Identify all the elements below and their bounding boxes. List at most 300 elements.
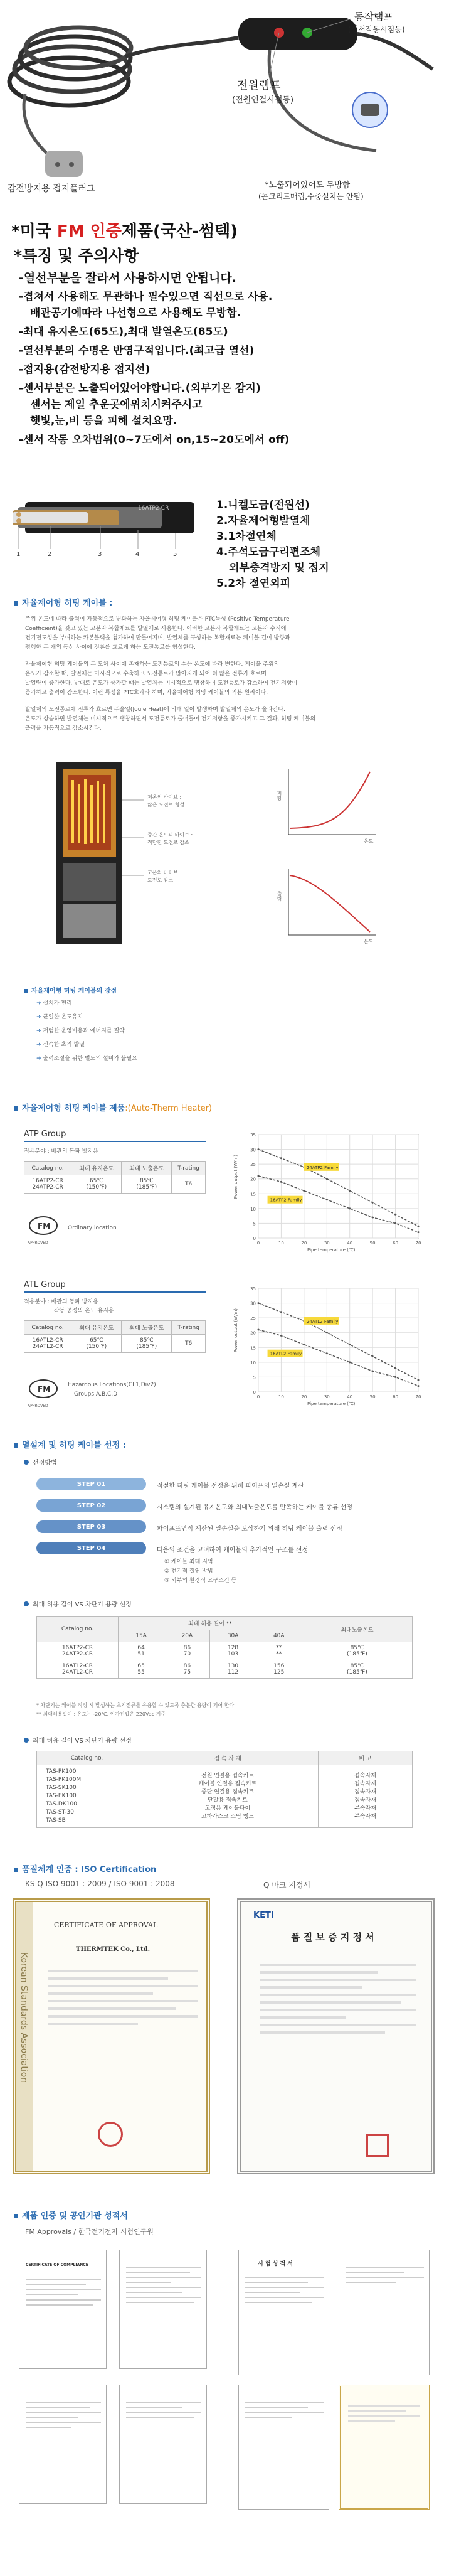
data-point [303, 1344, 305, 1345]
certificate-title: 품 질 보 증 지 정 서 [291, 1932, 374, 1943]
power-lamp-sublabel: (전원연결시점등) [232, 95, 294, 105]
body-line: 발열체의 도전통로에 전류가 흐르면 주울열(Joule Heat)에 의해 열이 발생하며 발열체의 온도가 올라간다. [25, 707, 285, 713]
max-length-title-text: 최대 허용 길이 VS 차단기 용량 선정 [33, 1601, 132, 1608]
keti-logo: KETI [253, 1911, 274, 1920]
legend-label: 24ATL2 Family [306, 1318, 339, 1324]
chart-xlabel: Pipe temperature (℃) [307, 1248, 356, 1253]
features-list [19, 269, 445, 449]
x-tick-label: 40 [347, 1241, 353, 1246]
table-header-row [37, 1751, 413, 1765]
section-title-suffix: :(Auto-Therm Heater) [125, 1104, 212, 1113]
table-header: 20A [164, 1630, 210, 1642]
advantage-text: 설치가 편리 [43, 1000, 72, 1007]
body-line: 주위 온도에 따라 출력이 자동적으로 변화하는 자율제어형 히팅 케이블은 PTC특성 (Positive Temperature [25, 616, 290, 623]
fm-certificate-page [119, 2385, 207, 2504]
document-title: CERTIFICATE OF COMPLIANCE [26, 2263, 88, 2267]
document-lines [126, 2263, 201, 2307]
table-cell: ** ** [256, 1642, 302, 1660]
cable-structure-illustration [13, 489, 201, 571]
approvals-sub: FM Approvals / 한국전기전자 시험연구원 [25, 2228, 154, 2236]
table-cell: 85℃ (185℉) [122, 1335, 172, 1353]
atl-usage: 적용분야 : 배관의 동파 방지용 [24, 1299, 98, 1305]
table-header-row [24, 1162, 206, 1175]
fm-headline [11, 218, 238, 242]
diagram-label: 중간 온도의 바이브 : [147, 832, 193, 838]
document-lines [245, 2273, 324, 2307]
x-tick-label: 60 [393, 1394, 399, 1399]
table-header: Catalog no. [24, 1162, 71, 1175]
data-point [372, 1371, 374, 1372]
step-badge: STEP 04 [36, 1542, 146, 1554]
step-description: 적절한 히팅 케이블 선정을 위해 파이프의 열손실 계산 [157, 1483, 304, 1490]
layer-number: 5 [173, 551, 177, 558]
section-bullet [14, 1443, 18, 1448]
keti-certificate-page [238, 2385, 329, 2510]
advantage-text: 출력조절을 위한 별도의 설비가 불필요 [43, 1056, 137, 1062]
svg-text:FM: FM [38, 1222, 51, 1231]
advantage-text: 균일한 온도유지 [43, 1014, 83, 1020]
sensor-sublabel: (콘크리트매립,수중설치는 안됨) [258, 192, 364, 201]
resistance-graph [276, 766, 383, 847]
x-tick-label: 50 [369, 1241, 376, 1246]
feature-item: -센서부분은 노출되어있어야합니다.(외부기온 감지) [19, 382, 261, 395]
fm-certificate-page [19, 2385, 107, 2504]
body-line: Coefficient)을 갖고 있는 고분자 복합재료를 발열체로 사용한다. 이러한 고분자 복합재료는 고분자 수지에 [25, 626, 287, 632]
iso-standards: KS Q ISO 9001 : 2009 / ISO 9001 : 2008 [25, 1879, 175, 1888]
condition-item: ① 케이블 최대 지역 [164, 1559, 213, 1565]
layer-number: 2 [48, 551, 52, 558]
table-cell: 65℃ (150℉) [71, 1175, 122, 1194]
atp-chart-svg [238, 1130, 426, 1255]
power-lamp-label: 전원램프 [237, 79, 281, 92]
advantage-text: 신속한 초기 발열 [43, 1042, 85, 1048]
operation-lamp-label: 동작램프 [354, 11, 393, 23]
data-point [394, 1222, 396, 1224]
table-header: 15A [119, 1630, 164, 1642]
fm-approved-label: APPROVED [28, 1404, 48, 1408]
graph-ylabel: 저항 [277, 791, 282, 801]
chart-xlabel: Pipe temperature (℃) [307, 1401, 356, 1406]
table-cell: 85℃ (185℉) [122, 1175, 172, 1194]
legend-label: 24ATP2 Family [306, 1165, 339, 1170]
step-description: 파이프표면적 계산된 열손실을 보상하기 위해 히팅 케이블 출력 선정 [157, 1526, 342, 1532]
body-line: 증가하고 출력이 감소한다. 이런 특성을 PTC효과라 하며, 자율제어형 히팅 케이블의 기본 원리이다. [25, 690, 268, 696]
table-cell: 접속자재 접속자재 접속자재 접속자재 부속자재 부속자재 [319, 1765, 413, 1828]
x-tick-label: 60 [393, 1241, 399, 1246]
data-point [303, 1190, 305, 1192]
graph-xlabel: 온도 [364, 939, 374, 944]
data-point [280, 1335, 282, 1337]
x-tick-label: 40 [347, 1394, 353, 1399]
y-tick-label: 25 [250, 1316, 256, 1322]
fm-approved-label: APPROVED [28, 1241, 48, 1245]
y-tick-label: 30 [250, 1147, 256, 1153]
data-point [258, 1175, 260, 1177]
y-tick-label: 10 [250, 1206, 256, 1212]
y-tick-label: 5 [253, 1221, 256, 1227]
table-header-row [24, 1321, 206, 1335]
table-header: Catalog no. [37, 1751, 137, 1765]
x-tick-label: 0 [256, 1394, 260, 1399]
advantage-item [24, 1054, 275, 1068]
section-title-quality [14, 1863, 156, 1874]
table-header: 최대 유지온도 [71, 1321, 122, 1335]
diagram-label: 적당한 도전로 감소 [147, 840, 189, 845]
data-point [349, 1361, 351, 1363]
data-point [258, 1302, 260, 1304]
table-header: 최대노출온도 [302, 1617, 412, 1642]
hero-product-photo [0, 0, 449, 207]
step-badge: STEP 02 [36, 1499, 146, 1512]
atl-spec-table [24, 1320, 206, 1353]
table-row [24, 1175, 206, 1194]
table-header: 비 고 [319, 1751, 413, 1765]
keti-test-report-page [339, 2250, 430, 2375]
y-tick-label: 35 [250, 1133, 256, 1138]
feature-item: 센서는 제일 추운곳에위치시켜주시고 [30, 398, 203, 411]
certificate-body-lines [48, 1965, 198, 2030]
max-length-title [24, 1599, 132, 1608]
graph-xlabel: 온도 [364, 838, 374, 844]
layer-legend-item: 1.니켈도금(전원선) [216, 499, 310, 511]
condition-item: ② 전기적 절연 방법 [164, 1568, 213, 1574]
iso-certificate [13, 1898, 210, 2174]
advantages-title [24, 985, 275, 999]
keti-test-report [238, 2250, 329, 2375]
certificate-body-lines [260, 1959, 416, 2039]
table-cell: TAS-PK100 TAS-PK100M TAS-SK100 TAS-EK100 TAS-DK100 TAS-ST-30 TAS-SB [37, 1765, 137, 1828]
table-cell: 86 75 [164, 1660, 210, 1679]
x-tick-label: 70 [415, 1394, 421, 1399]
table-header: 30A [210, 1630, 256, 1642]
y-tick-label: 20 [250, 1177, 256, 1182]
step-badge: STEP 01 [36, 1478, 146, 1490]
y-tick-label: 0 [253, 1390, 256, 1395]
chart-ylabel: Power output (W/m) [233, 1308, 238, 1353]
data-point [258, 1329, 260, 1331]
accessory-title-text: 최대 허용 길이 VS 차단기 용량 선정 [33, 1738, 132, 1745]
document-lines [26, 2398, 101, 2432]
svg-text:16ATP2-CR: 16ATP2-CR [138, 505, 169, 511]
atl-power-chart [233, 1283, 426, 1409]
atl-location: Hazardous Locations(CL1,Div2) [68, 1382, 156, 1388]
table-header: 최대 유지온도 [71, 1162, 122, 1175]
x-tick-label: 10 [278, 1241, 284, 1246]
diagram-label: 저온의 바이브 : [147, 794, 182, 800]
data-point [372, 1355, 374, 1357]
advantage-item [24, 999, 275, 1013]
x-tick-label: 20 [301, 1241, 307, 1246]
data-point [394, 1367, 396, 1369]
cable-layer-legend [216, 496, 442, 590]
table-cell: 전원 연결용 접속키트 케이블 연결용 접속키트 종단 연결용 접속키트 단말용 접속키트 고정용 케이블타이 고하가스크 스팀 앵드 [137, 1765, 319, 1828]
certificate-title: CERTIFICATE OF APPROVAL [54, 1921, 158, 1929]
diagram-label: 도전로 감소 [147, 877, 174, 883]
atp-group-title: ATP Group [24, 1130, 206, 1142]
x-tick-label: 50 [369, 1394, 376, 1399]
section-bullet [14, 601, 18, 606]
headline-fm: FM 인증 [56, 222, 122, 241]
body-line: 평행한 두 개의 동선 사이에 전류를 흐르게 하는 도전통로를 형성한다. [25, 644, 196, 651]
step-description: 다음의 조건을 고려하여 케이블의 추가적인 구조를 선정 [157, 1547, 309, 1554]
body-line: 출력을 자동적으로 감소시킨다. [25, 725, 102, 732]
y-tick-label: 15 [250, 1345, 256, 1351]
section-title-self-regulating [14, 596, 112, 608]
table-row [37, 1660, 413, 1679]
legend-label: 16ATL2 Family [270, 1351, 302, 1357]
selection-method-text: 선정방법 [33, 1460, 57, 1467]
body-line: 자율제어형 히팅 케이블의 두 도체 사이에 존재하는 도전통로의 수는 온도에 따라 변한다. 케이블 주위의 [25, 661, 280, 668]
table-header: 40A [256, 1630, 302, 1642]
table-header: T-rating [172, 1162, 206, 1175]
fm-compliance-document [19, 2250, 107, 2369]
feature-item: 배관공기에따라 나선형으로 사용해도 무방함. [30, 307, 241, 319]
ptc-cable-graphic [50, 762, 188, 951]
atp-spec-table [24, 1161, 206, 1194]
data-point [258, 1148, 260, 1150]
section-title-design [14, 1438, 126, 1450]
feature-item: -최대 유지온도(65도),최대 발열온도(85도) [19, 326, 228, 338]
arrow-icon: ➜ [36, 1028, 43, 1034]
document-lines [26, 2275, 101, 2309]
table-note: * 차단기는 케이블 적정 시 발생하는 초기전류를 유용할 수 있도록 충분한 용량이 되어 한다. [36, 1702, 236, 1708]
data-point [394, 1376, 396, 1378]
table-header: Catalog no. [37, 1617, 119, 1642]
table-row [37, 1642, 413, 1660]
body-line: 온도가 상승하면 발열체는 미시적으로 팽창하면서 도전통로가 줄어들어 전기저항을 증가시키고 그 결과, 히팅 케이블의 [25, 716, 316, 722]
diagram-label: 고온의 바이브 : [147, 870, 182, 875]
data-point [418, 1231, 420, 1233]
document-title: 시 험 성 적 서 [258, 2261, 293, 2267]
table-cell: 16ATL2-CR 24ATL2-CR [37, 1660, 119, 1679]
selection-method-sub [24, 1457, 57, 1467]
q-mark-label: Q 마크 지정서 [263, 1881, 311, 1889]
y-tick-label: 15 [250, 1192, 256, 1197]
section-title-approvals [14, 2209, 128, 2221]
table-cell: 16ATL2-CR 24ATL2-CR [24, 1335, 71, 1353]
headline-suffix: 제품(국산-썸텍) [121, 222, 238, 241]
q-mark-certificate [237, 1898, 435, 2174]
document-lines [346, 2263, 424, 2287]
document-lines [245, 2398, 324, 2422]
output-graph [276, 866, 383, 948]
feature-item: -열선부분을 잘라서 사용하시면 안됩니다. [19, 271, 236, 285]
table-cell: 85℃ (185℉) [302, 1660, 412, 1679]
feature-item: -열선부분의 수명은 반영구적입니다.(최고급 열선) [19, 345, 255, 357]
advantages-title-text: 자율제어형 히팅 케이블의 장점 [31, 988, 117, 995]
sensor-label: *노출되어있어도 무방함 [265, 181, 351, 190]
table-header: 최대 허용 길이 ** [119, 1617, 302, 1630]
section-title-text: 자율제어형 히팅 케이블 제품 [22, 1104, 125, 1113]
feature-item: -센서 작동 오차범위(0~7도에서 on,15~20도에서 off) [19, 434, 290, 446]
data-point [280, 1157, 282, 1159]
body-line [25, 653, 426, 660]
certificate-seal [366, 2134, 389, 2157]
section-bullet [14, 1868, 18, 1872]
table-cell: 65 55 [119, 1660, 164, 1679]
advantages-block [24, 985, 275, 1068]
feature-item: -접지용(감전방지용 접지선) [19, 363, 151, 376]
document-lines [348, 2402, 420, 2425]
layer-legend-item: 4.주석도금구리편조체 [216, 546, 321, 558]
section-title-text: 품질체계 인증 : ISO Certification [22, 1865, 157, 1874]
layer-legend-item: 외부충격방지 및 접지 [229, 562, 329, 574]
y-tick-label: 10 [250, 1360, 256, 1365]
body-line [25, 698, 426, 705]
table-note: ** 최대허용길이 : 온도는 -20℃, 인가전압은 220Vac 기준 [36, 1711, 166, 1717]
atp-power-chart [233, 1130, 426, 1255]
table-cell: T6 [172, 1335, 206, 1353]
table-cell: 130 112 [210, 1660, 256, 1679]
legend-label: 16ATP2 Family [270, 1197, 302, 1203]
section-title-text: 자율제어형 히팅 케이블 : [22, 599, 113, 608]
table-cell: 64 51 [119, 1642, 164, 1660]
operation-lamp-sublabel: (센서작동시점등) [348, 25, 405, 34]
table-header: 최대 노출온도 [122, 1321, 172, 1335]
data-point [418, 1379, 420, 1381]
section-title-text: 열설계 및 히팅 케이블 선정 : [22, 1441, 126, 1450]
graph-ylabel: 출력 [277, 891, 282, 901]
layer-legend-item: 2.자율제어형발열체 [216, 515, 310, 527]
atp-location: Ordinary location [68, 1225, 117, 1231]
data-point [349, 1207, 351, 1209]
table-cell: 128 103 [210, 1642, 256, 1660]
section1-body [25, 615, 426, 734]
resistance-curve [276, 766, 383, 847]
table-cell: 16ATP2-CR 24ATP2-CR [24, 1175, 71, 1194]
section-bullet [24, 989, 28, 993]
table-row [37, 1765, 413, 1828]
certificate-company: THERMTEK Co., Ltd. [76, 1946, 151, 1953]
round-bullet-icon [24, 1601, 29, 1606]
arrow-icon: ➜ [36, 1014, 43, 1020]
x-tick-label: 10 [278, 1394, 284, 1399]
ground-plug-label: 감전방지용 접지플러그 [8, 184, 95, 194]
arrow-icon: ➜ [36, 1000, 43, 1007]
table-cell: 65℃ (150℉) [71, 1335, 122, 1353]
layer-number: 3 [98, 551, 102, 558]
advantage-text: 저렴한 운영비용과 에너지를 절약 [43, 1028, 125, 1034]
round-bullet-icon [24, 1460, 29, 1465]
cable-layers-graphic [13, 489, 201, 571]
step-badge: STEP 03 [36, 1520, 146, 1533]
data-point [418, 1385, 420, 1387]
advantage-item [24, 1027, 275, 1040]
data-point [418, 1226, 420, 1227]
table-cell: 16ATP2-CR 24ATP2-CR [37, 1642, 119, 1660]
arrow-icon: ➜ [36, 1056, 43, 1062]
feature-item: -겹쳐서 사용해도 무관하나 필수있으면 직선으로 사용. [19, 291, 273, 303]
table-header-row [37, 1617, 413, 1630]
table-header: T-rating [172, 1321, 206, 1335]
arrow-icon: ➜ [36, 1042, 43, 1048]
x-tick-label: 20 [301, 1394, 307, 1399]
data-point [349, 1344, 351, 1345]
data-point [326, 1178, 328, 1180]
layer-legend-item: 5.2차 절연외피 [216, 577, 291, 590]
y-tick-label: 0 [253, 1236, 256, 1241]
data-point [349, 1190, 351, 1192]
data-point [372, 1217, 374, 1219]
condition-item: ③ 외부의 환경적 요구조건 등 [164, 1578, 237, 1584]
accessory-table [36, 1751, 413, 1828]
certificate-seal [98, 2122, 123, 2147]
layer-number: 1 [16, 551, 21, 558]
section-title-products [14, 1101, 212, 1113]
body-line: 온도가 감소할 때, 발열체는 미시적으로 수축하고 도전통로가 많아지게 되어 더 많은 전류가 흐르며 [25, 671, 267, 677]
advantage-item [24, 1013, 275, 1027]
output-curve [276, 866, 383, 948]
svg-text:FM: FM [38, 1385, 51, 1394]
accessory-title [24, 1735, 132, 1745]
x-tick-label: 0 [256, 1241, 260, 1246]
atl-location-groups: Groups A,B,C,D [74, 1391, 118, 1398]
section-title-text: 제품 인증 및 공인기관 성적서 [22, 2211, 128, 2221]
layer-number: 4 [135, 551, 140, 558]
advantage-item [24, 1040, 275, 1054]
y-tick-label: 20 [250, 1330, 256, 1336]
table-row [24, 1335, 206, 1353]
atl-group-title: ATL Group [24, 1280, 206, 1293]
keti-certificate-page [339, 2385, 430, 2510]
fm-logo [28, 1377, 59, 1403]
fm-approval-document [119, 2250, 207, 2369]
round-bullet-icon [24, 1738, 29, 1743]
fm-diamond-icon [28, 1377, 59, 1403]
step-description: 시스템의 설계된 유지온도와 최대노출온도를 만족하는 케이블 종류 선정 [157, 1504, 353, 1511]
table-header: Catalog no. [24, 1321, 71, 1335]
features-title: *특징 및 주의사항 [14, 247, 139, 265]
body-line: 발열량이 증가한다. 반대로 온도가 증가할 때는 발열체는 미시적으로 팽창하여 도전통로가 감소하여 전기저항이 [25, 680, 298, 687]
section-bullet [14, 2214, 18, 2218]
section-bullet [14, 1106, 18, 1111]
y-tick-label: 5 [253, 1375, 256, 1381]
table-header: 최대 노출온도 [122, 1162, 172, 1175]
headline-prefix: *미국 [11, 222, 57, 241]
fm-diamond-icon [28, 1214, 59, 1239]
document-lines [126, 2398, 201, 2422]
y-tick-label: 35 [250, 1286, 256, 1291]
atp-usage: 적용분야 : 배관의 동파 방지용 [24, 1148, 98, 1155]
y-tick-label: 25 [250, 1162, 256, 1168]
data-point [394, 1214, 396, 1216]
data-point [326, 1352, 328, 1354]
table-cell: 85℃ (185℉) [302, 1642, 412, 1660]
feature-item: 햇빛,눈,비 등을 피해 설치요망. [30, 415, 177, 427]
layer-legend-item: 3.1차절연체 [216, 530, 277, 543]
data-point [372, 1202, 374, 1204]
max-length-table [36, 1616, 413, 1679]
x-tick-label: 30 [324, 1394, 330, 1399]
diagram-label: 많은 도전로 형성 [147, 802, 185, 808]
data-point [280, 1181, 282, 1183]
table-cell: 156 125 [256, 1660, 302, 1679]
data-point [326, 1199, 328, 1200]
atl-usage: 작동 공정의 온도 유지용 [54, 1308, 114, 1314]
chart-ylabel: Power output (W/m) [233, 1155, 238, 1199]
x-tick-label: 70 [415, 1241, 421, 1246]
table-cell: T6 [172, 1175, 206, 1194]
atl-chart-svg [238, 1283, 426, 1409]
table-cell: 86 70 [164, 1642, 210, 1660]
body-line: 전기전도성을 부여하는 카본블랙을 첨가하여 만들어지며, 발열체를 구성하는 복합재료는 케이블 길이 방향과 [25, 635, 290, 641]
x-tick-label: 30 [324, 1241, 330, 1246]
y-tick-label: 30 [250, 1301, 256, 1307]
fm-logo [28, 1214, 59, 1239]
data-point [326, 1332, 328, 1333]
data-point [280, 1311, 282, 1313]
ptc-cable-diagram [50, 762, 193, 951]
